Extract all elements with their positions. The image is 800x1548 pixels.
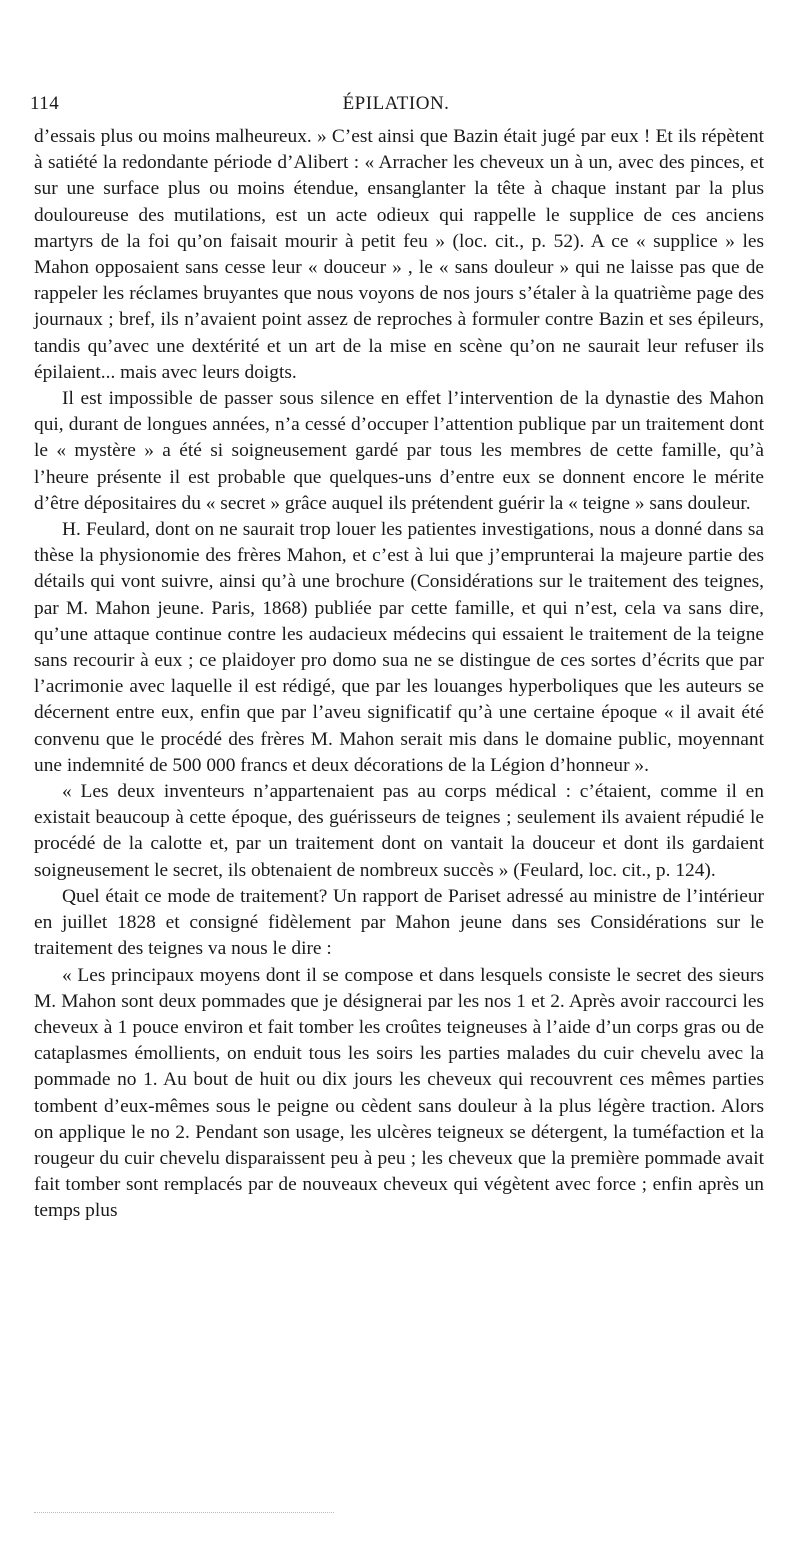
- paragraph: d’essais plus ou moins malheureux. » C’est ainsi que Bazin était jugé par eux ! Et ils répètent à satiété la redondante période d’Alibert : « Arracher les cheveux un à un, avec des pinces, et sur une surface plus ou moins étendue, ensanglanter la tête à chaque instant par la plus douloureuse des mutilations, est un acte odieux qui rappelle le supplice de ces anciens martyrs de la foi qu’on faisait mourir à petit feu » (loc. cit., p. 52). A ce « supplice » les Mahon opposaient sans cesse leur « douceur » , le « sans douleur » qui ne laisse pas que de rappeler les réclames bruyantes que nous voyons de nos jours s’étaler à la quatrième page des journaux ; bref, ils n’avaient point assez de reproches à formuler contre Bazin et ses épileurs, tandis qu’avec une dextérité et un art de la mise en scène qu’on ne saurait leur refuser ils épilaient... mais avec leurs doigts.: [34, 126, 764, 383]
- running-title: ÉPILATION.: [342, 93, 450, 114]
- page-number: 114: [30, 93, 60, 114]
- footer-dotted-rule: [34, 1512, 334, 1513]
- page-header: [30, 93, 762, 119]
- paragraph: Il est impossible de passer sous silence en effet l’intervention de la dynastie des Mahon qui, durant de longues années, n’a cessé d’occuper l’attention publique par un traitement dont le « mystère » a été si soigneusement gardé par tous les membres de cette famille, qu’à l’heure présente il est probable que quelques-uns d’entre eux se donnent encore le mérite d’être dépositaires du « secret » grâce auquel ils prétendent guérir la « teigne » sans douleur.: [34, 388, 764, 514]
- paragraph: « Les principaux moyens dont il se compose et dans lesquels consiste le secret des sieurs M. Mahon sont deux pommades que je désignerai par les nos 1 et 2. Après avoir raccourci les cheveux à 1 pouce environ et fait tomber les croûtes teigneuses à l’aide d’un corps gras ou de cataplasmes émollients, on enduit tous les soirs les parties malades du cuir chevelu avec la pommade no 1. Au bout de huit ou dix jours les cheveux qui recouvrent ces mêmes parties tombent d’eux-mêmes sous le peigne ou cèdent sans douleur à la plus légère traction. Alors on applique le no 2. Pendant son usage, les ulcères teigneux se détergent, la tuméfaction et la rougeur du cuir chevelu disparaissent peu à peu ; les cheveux que la première pommade avait fait tomber sont remplacés par de nouveaux cheveux qui végètent avec force ; enfin après un temps plus: [34, 964, 764, 1222]
- body-text: [34, 124, 764, 1225]
- paragraph: « Les deux inventeurs n’appartenaient pas au corps médical : c’étaient, comme il en existait beaucoup à cette époque, des guérisseurs de teignes ; seulement ils avaient répudié le procédé de la calotte et, par un traitement dont on vantait la douceur et dont ils gardaient soigneusement le secret, ils obtenaient de nombreux succès » (Feulard, loc. cit., p. 124).: [34, 781, 764, 881]
- paragraph: H. Feulard, dont on ne saurait trop louer les patientes investigations, nous a donné dans sa thèse la physionomie des frères Mahon, et c’est à lui que j’emprunterai la majeure partie des détails qui vont suivre, ainsi qu’à une brochure (Considérations sur le traitement des teignes, par M. Mahon jeune. Paris, 1868) publiée par cette famille, et qui n’est, cela va sans dire, qu’une attaque continue contre les audacieux médecins qui essaient le traitement de la teigne sans recourir à eux ; ce plaidoyer pro domo sua ne se distingue de ces sortes d’écrits que par l’acrimonie avec laquelle il est rédigé, que par les louanges hyperboliques que les auteurs se décernent entre eux, enfin que par l’aveu significatif qu’à une certaine époque « il avait été convenu que le procédé des frères M. Mahon serait mis dans le domaine public, moyennant une indemnité de 500 000 francs et deux décorations de la Légion d’honneur ».: [34, 519, 764, 776]
- paragraph: Quel était ce mode de traitement? Un rapport de Pariset adressé au ministre de l’intérieur en juillet 1828 et consigné fidèlement par Mahon jeune dans ses Considérations sur le traitement des teignes va nous le dire :: [34, 885, 764, 960]
